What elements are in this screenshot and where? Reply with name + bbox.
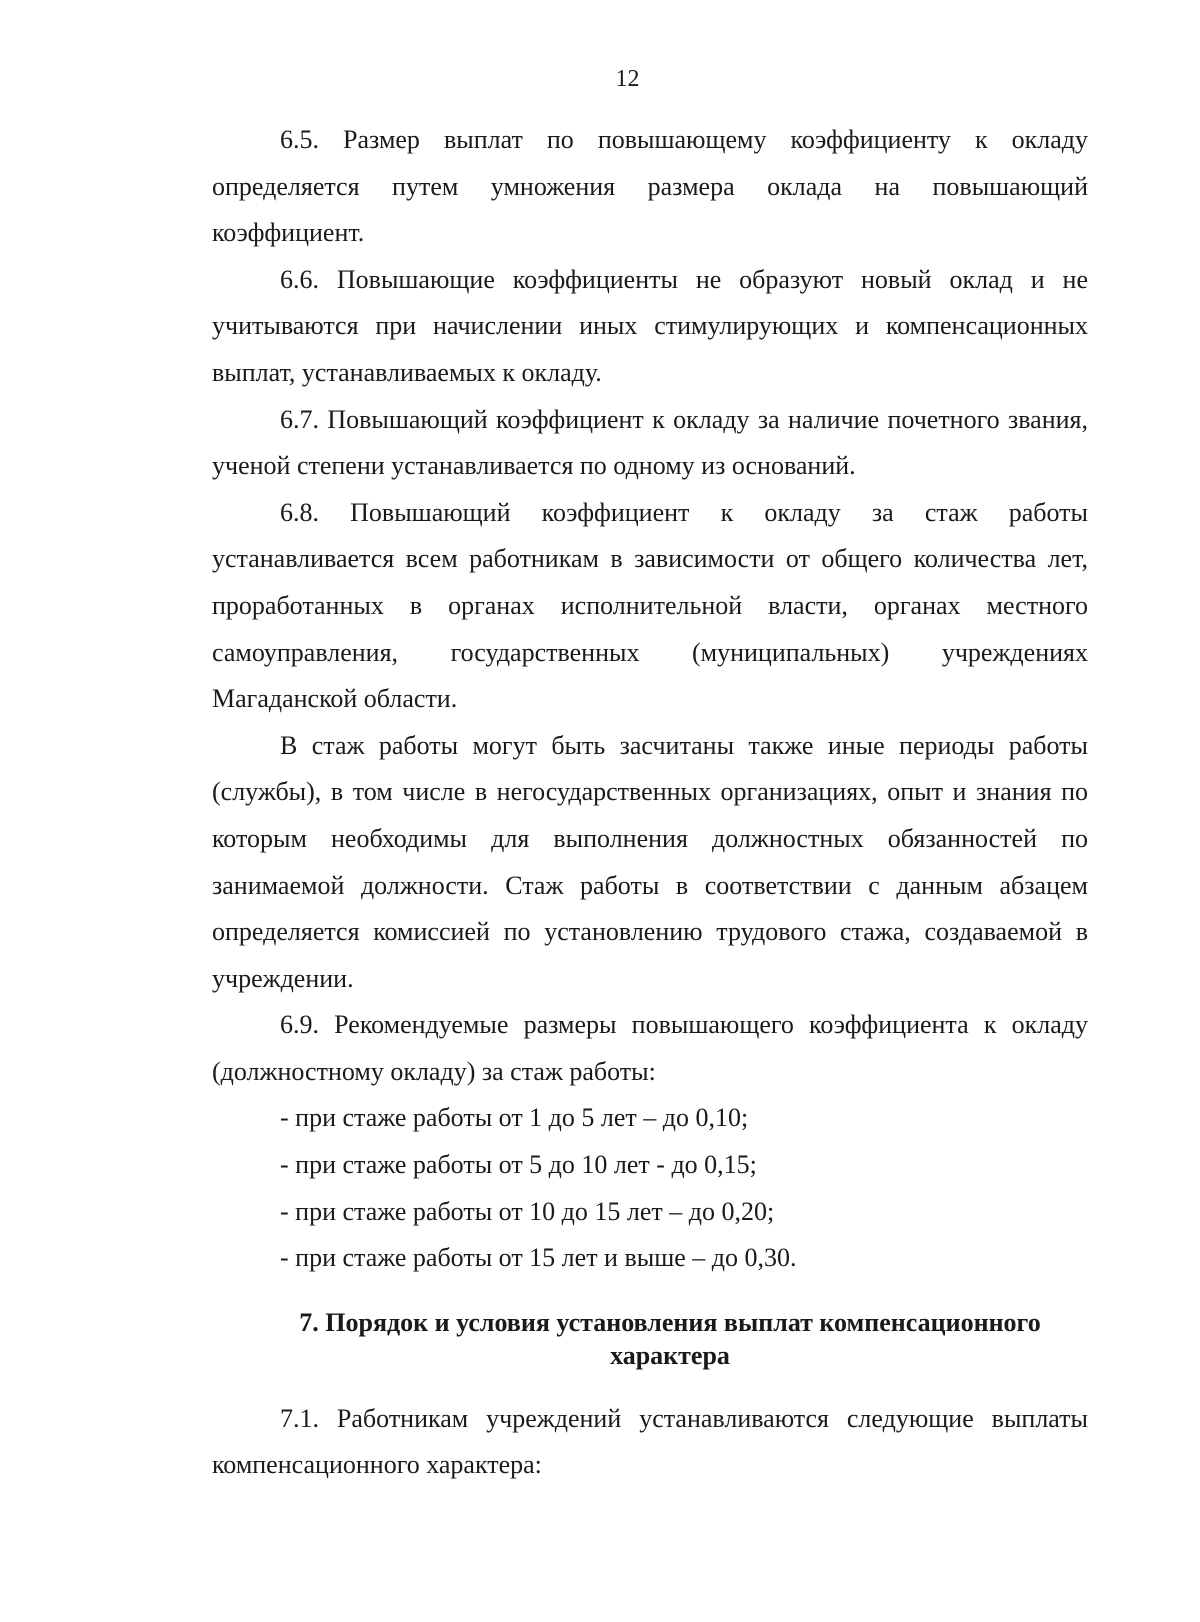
section-heading-line1: 7. Порядок и условия установления выплат компенсационного (299, 1307, 1041, 1337)
list-item: - при стаже работы от 5 до 10 лет - до 0,15; (280, 1150, 757, 1180)
section-heading (212, 1306, 1088, 1372)
document-body (212, 117, 1088, 1489)
paragraph-work-experience: В стаж работы могут быть засчитаны также иные периоды работы (службы), в том числе в негосударственных организациях, опыт и знания по которым необходимы для выполнения должностных обязанностей по занимаемой должности. Стаж работы в соответствии с данным абзацем определяется комиссией по установлению трудового стажа, создаваемой в учреждении. (212, 730, 1088, 993)
paragraph-6-7: 6.7. Повышающий коэффициент к окладу за наличие почетного звания, ученой степени устанавливается по одному из оснований. (212, 404, 1088, 481)
paragraph-6-5: 6.5. Размер выплат по повышающему коэффициенту к окладу определяется путем умножения размера оклада на повышающий коэффициент. (212, 125, 1088, 248)
section-heading-line2: характера (610, 1340, 730, 1370)
list-item: - при стаже работы от 15 лет и выше – до 0,30. (280, 1243, 797, 1273)
list-item: - при стаже работы от 1 до 5 лет – до 0,10; (280, 1103, 749, 1133)
paragraph-7-1: 7.1. Работникам учреждений устанавливаются следующие выплаты компенсационного характера: (212, 1403, 1088, 1480)
paragraph-6-9: 6.9. Рекомендуемые размеры повышающего коэффициента к окладу (должностному окладу) за стаж работы: (212, 1010, 1088, 1086)
list-item: - при стаже работы от 10 до 15 лет – до 0,20; (280, 1196, 775, 1226)
paragraph-6-8: 6.8. Повышающий коэффициент к окладу за стаж работы устанавливается всем работникам в зависимости от общего количества лет, проработанных в органах исполнительной власти, органах местного самоуправления, государственных (муниципальных) учреждениях Магаданской области. (212, 497, 1088, 714)
paragraph-6-6: 6.6. Повышающие коэффициенты не образуют новый оклад и не учитываются при начислении иных стимулирующих и компенсационных выплат, устанавливаемых к окладу. (212, 264, 1088, 387)
page-number: 12 (615, 66, 640, 92)
